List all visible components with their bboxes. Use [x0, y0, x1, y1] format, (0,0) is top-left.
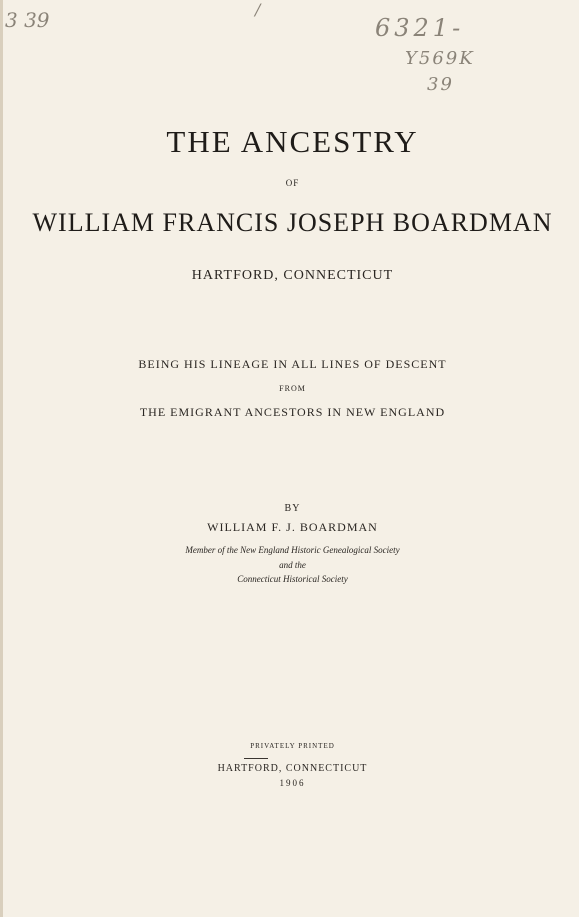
margin-note-call-number-1: 6321- — [375, 14, 465, 42]
subject-name: WILLIAM FRANCIS JOSEPH BOARDMAN — [32, 208, 553, 237]
author-name: WILLIAM F. J. BOARDMAN — [207, 520, 378, 534]
margin-note-call-number-2: Y569K — [405, 48, 475, 69]
margin-note-slash: / — [255, 0, 261, 19]
by-label: BY — [284, 503, 301, 514]
book-title: THE ANCESTRY — [166, 124, 419, 159]
imprint-rule — [244, 758, 268, 759]
lineage-line-1: BEING HIS LINEAGE IN ALL LINES OF DESCENT — [138, 357, 447, 371]
of-label: OF — [285, 178, 300, 188]
author-affiliation-1: Member of the New England Historic Genealogical Society — [185, 545, 400, 555]
margin-note-call-number-3: 39 — [427, 74, 454, 95]
publisher-place: HARTFORD, CONNECTICUT — [217, 763, 368, 774]
author-affiliation-2: Connecticut Historical Society — [237, 574, 348, 584]
margin-note-top-left: 3 39 — [5, 8, 50, 32]
lineage-from: FROM — [279, 384, 306, 393]
lineage-line-2: THE EMIGRANT ANCESTORS IN NEW ENGLAND — [139, 405, 446, 419]
subject-place: HARTFORD, CONNECTICUT — [191, 268, 394, 283]
author-affiliation-and: and the — [279, 560, 306, 570]
publication-year: 1906 — [279, 778, 306, 788]
printing-note: PRIVATELY PRINTED — [250, 742, 335, 750]
